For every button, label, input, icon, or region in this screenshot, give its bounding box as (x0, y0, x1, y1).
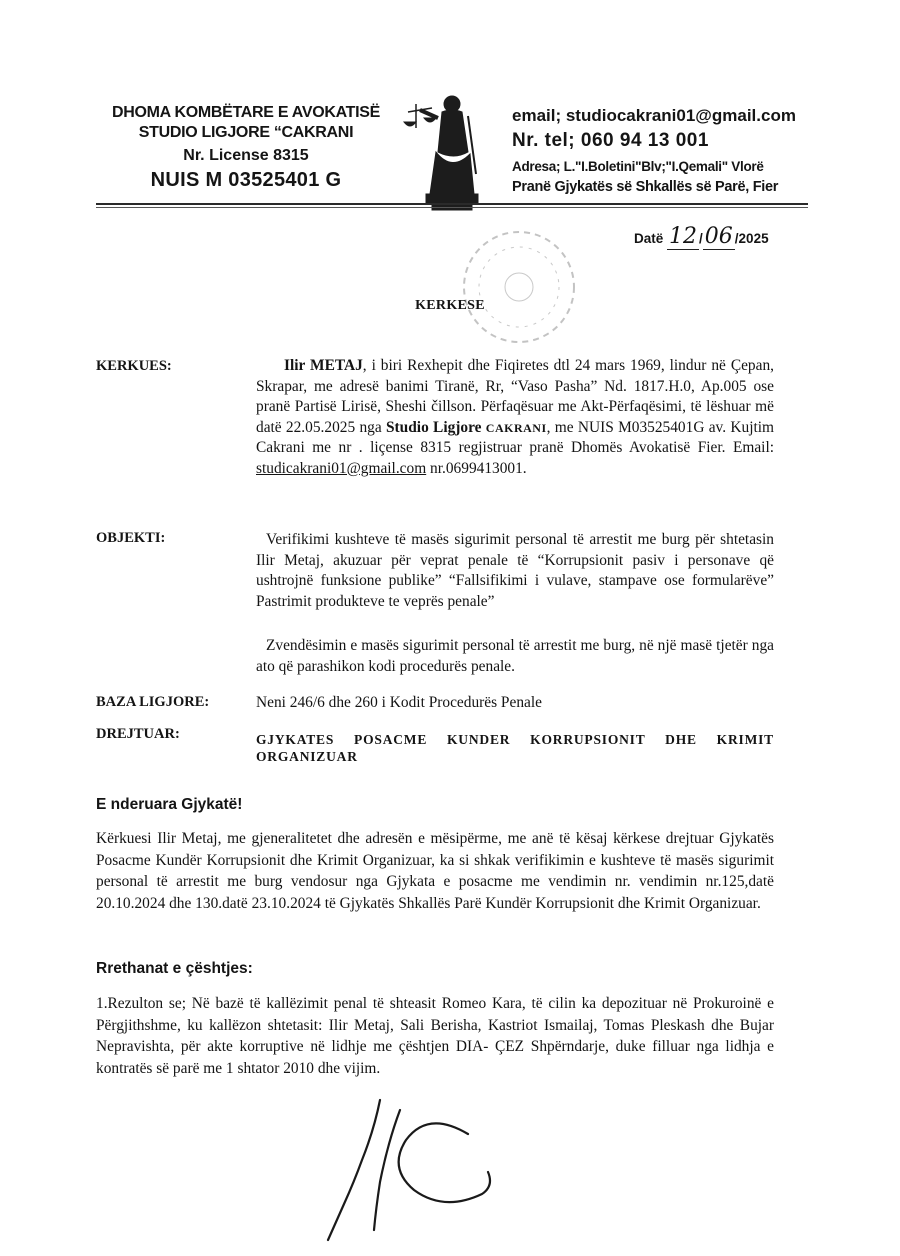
letterhead-right (512, 106, 812, 195)
date-day: 12 (669, 224, 698, 249)
kerkues-text (256, 356, 774, 479)
drejtuar-text: GJYKATES POSACME KUNDER KORRUPSIONIT DHE KRIMIT ORGANIZUAR (256, 732, 774, 764)
studio-ref: Studio Ligjore (385, 418, 482, 436)
studio-name: STUDIO LIGJORE “CAKRANI (138, 124, 354, 141)
baza-label: BAZA LIGJORE: (96, 694, 210, 710)
header-divider (96, 203, 808, 205)
lady-justice-icon (402, 82, 498, 212)
objekti-paragraph-1: Verifikimi kushteve të masës sigurimit personal të arrestit me burg për shtetasin Ilir Metaj, akuzuar për veprat penale të “Korrupsionit pasiv i personave që ushtrojnë funksione publike” “Fallsifikimi i vulave, stampave ose formularëve” Pastrimit produkteve te veprës penale” (256, 531, 774, 610)
objekti-paragraph-2: Zvendësimin e masës sigurimit personal të arrestit me burg, në një masë tjetër nga ato që parashikon kodi procedurës penale. (256, 637, 774, 675)
nuis-number: NUIS M 03525401 G (150, 169, 342, 191)
point-1-paragraph: 1.Rezulton se; Në bazë të kallëzimit penal të shteasit Romeo Kara, të cilin ka depozituar në Prokuroinë e Përgjithshme, ku kallëzon shtetasit: Ilir Metaj, Sali Berisha, Kastriot Ismailaj, Tomas Pleskash dhe Bujar Nepravishta, për akte korruptive në lidhje me çështjen DIA- ÇEZ Shpërndarje, duke filluar nga lidhja e kontratës së parë me 1 shtator 2010 dhe vijim. (96, 995, 774, 1077)
kerkues-label: KERKUES: (96, 358, 172, 374)
near-court: Pranë Gjykatës së Shkallës së Parë, Fier (512, 179, 779, 195)
kerkues-details-2: , me NUIS M03525401G av. Kujtim Cakrani me nr . liçense 8315 regjistruar pranë Dhomës Avokatisë Fier. Email: (256, 418, 774, 456)
section-title: Rrethanat e çështjes: (96, 960, 253, 977)
chamber-name: DHOMA KOMBËTARE E AVOKATISË (111, 104, 381, 121)
baza-text: Neni 246/6 dhe 260 i Kodit Procedurës Penale (256, 694, 542, 711)
drejtuar-label: DREJTUAR: (96, 726, 180, 742)
letterhead-left (96, 104, 396, 192)
studio-cakrani-ref: CAKRANI (485, 420, 547, 435)
license-number: Nr. License 8315 (183, 147, 309, 164)
studio-email: email; studiocakrani01@gmail.com (512, 106, 796, 125)
kerkues-name: Ilir METAJ (284, 357, 363, 374)
date-month: 06 (704, 224, 733, 249)
studio-address: Adresa; L."I.Boletini"Blv;"I.Qemali" Vlorë (512, 159, 764, 174)
date-year: /2025 (734, 231, 769, 246)
kerkues-email: studicakrani01@gmail.com (256, 459, 427, 477)
signature (318, 1090, 498, 1250)
salutation: E nderuara Gjykatë! (96, 796, 243, 813)
stamp-seal-icon (444, 222, 594, 352)
document-date: Datë 12 /06 /2025 (634, 224, 769, 249)
date-label: Datë (634, 231, 664, 246)
objekti-label: OBJEKTI: (96, 530, 166, 546)
kerkues-phone: nr.0699413001. (426, 459, 527, 477)
header-divider-thin (96, 207, 808, 208)
document-title: KERKESE (415, 298, 485, 313)
studio-phone: Nr. tel; 060 94 13 001 (512, 130, 709, 151)
intro-paragraph: Kërkuesi Ilir Metaj, me gjeneralitetet dhe adresën e mësipërme, me anë të kësaj kërkese drejtuar Gjykatës Posacme Kundër Korrupsionit dhe Krimit Organizuar, ka si shkak verifikimin e kushteve të masës sigurimit personal të arrestit me burg vendosur nga Gjykata e posacme me vendimin nr. vendimin nr.125,datë 20.10.2024 dhe 130.datë 23.10.2024 të Gjykatës Shkallës Parë Kundër Korrupsionit dhe Krimit Organizuar. (96, 830, 774, 912)
kerkues-details: , i biri Rexhepit dhe Fiqiretes dtl 24 mars 1969, lindur në Çepan, Skrapar, me adresë banimi Tiranë, Rr, “Vaso Pasha” Nd. 1817.H.0, Ap.005 ose pranë Partisë Lirisë, Sheshi čillson. Përfaqësuar me Akt-Përfaqësimi, të lëshuar më datë 22.05.2025 nga (256, 357, 774, 436)
